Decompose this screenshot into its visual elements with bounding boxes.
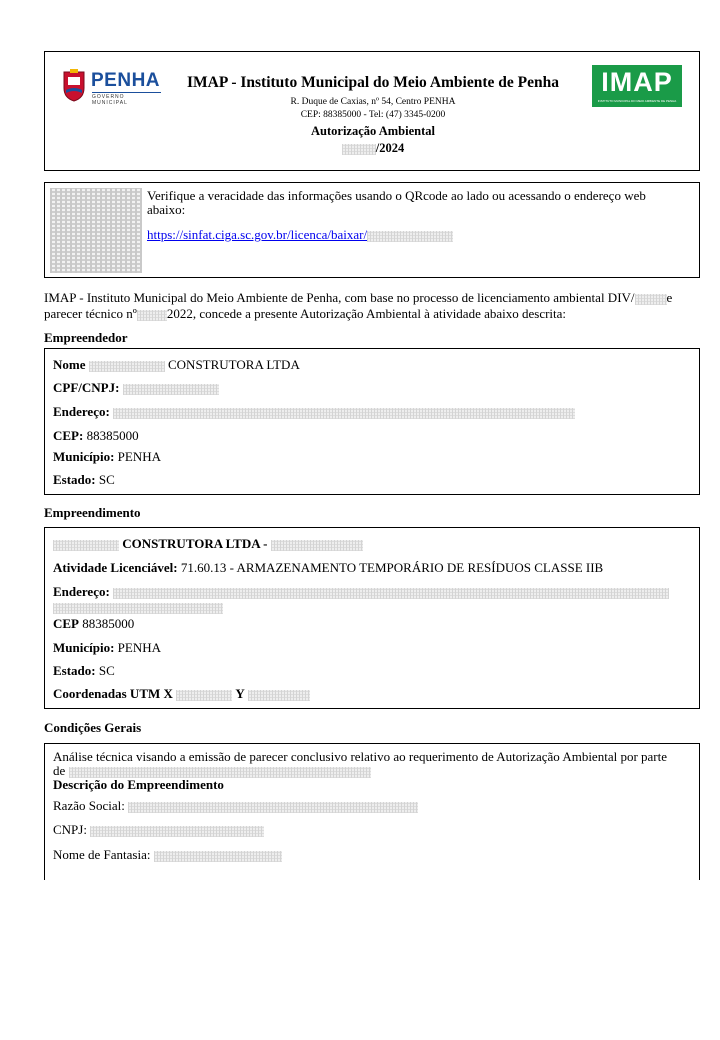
condicoes-razao-label: Razão Social: <box>53 798 125 813</box>
empreendimento-estado-label: Estado: <box>53 663 96 678</box>
empreendimento-nome-value: CONSTRUTORA LTDA - <box>122 536 268 551</box>
redacted-block <box>113 408 575 419</box>
verification-link[interactable]: https://sinfat.ciga.sc.gov.br/licenca/baixar/ <box>147 227 368 242</box>
redacted-block <box>342 144 376 155</box>
empreendedor-nome-value: CONSTRUTORA LTDA <box>168 357 300 372</box>
imap-logo-text: IMAP <box>601 67 673 97</box>
empreendedor-box <box>44 348 700 495</box>
empreendimento-municipio-row <box>53 640 161 656</box>
imap-logo <box>592 65 682 107</box>
redacted-block <box>89 361 165 372</box>
empreendedor-cep-label: CEP: <box>53 428 84 443</box>
empreendedor-endereco-label: Endereço: <box>53 404 110 419</box>
redacted-block <box>123 384 219 395</box>
redacted-block <box>128 802 418 813</box>
empreendedor-municipio-label: Município: <box>53 449 115 464</box>
empreendimento-cep-row <box>53 616 134 632</box>
empreendedor-cep-row <box>53 428 139 444</box>
verification-link-row <box>147 227 453 243</box>
condicoes-line2-prefix: de <box>53 763 66 778</box>
redacted-block <box>367 231 453 242</box>
verification-box <box>44 182 700 278</box>
header-box <box>44 51 700 171</box>
empreendedor-nome-label: Nome <box>53 357 86 372</box>
empreendedor-estado-row <box>53 472 115 488</box>
empreendedor-estado-label: Estado: <box>53 472 96 487</box>
imap-logo-subtext: INSTITUTO MUNICIPAL DO MEIO AMBIENTE DE PENHA <box>597 99 677 103</box>
empreendimento-cep-label: CEP <box>53 616 79 631</box>
institute-address: R. Duque de Caxias, nº 54, Centro PENHA <box>290 97 456 107</box>
document-number <box>45 141 701 156</box>
empreendimento-endereco-label: Endereço: <box>53 584 110 599</box>
condicoes-fantasia-row <box>53 847 282 863</box>
redacted-block <box>635 294 667 305</box>
redacted-block <box>176 690 232 701</box>
empreendedor-municipio-value: PENHA <box>117 449 161 464</box>
empreendedor-municipio-row <box>53 449 161 465</box>
redacted-block <box>53 540 119 551</box>
empreendimento-endereco-row <box>53 584 669 600</box>
empreendedor-cep-value: 88385000 <box>86 428 139 443</box>
intro-line2: parecer técnico nº <box>44 306 137 321</box>
condicoes-line2 <box>53 764 371 778</box>
empreendedor-estado-value: SC <box>98 472 115 487</box>
empreendimento-coord-row <box>53 686 310 702</box>
condicoes-razao-row <box>53 798 418 814</box>
verification-text: Verifique a veracidade das informações usando o QRcode ao lado ou acessando o endereço web abaixo: <box>147 188 646 217</box>
empreendimento-estado-value: SC <box>98 663 115 678</box>
redacted-block <box>113 588 669 599</box>
empreendimento-box <box>44 527 700 709</box>
qr-code <box>50 188 142 273</box>
penha-logo-subtext: GOVERNO MUNICIPAL <box>92 92 161 106</box>
intro-line1-end: e <box>666 290 673 305</box>
redacted-block <box>69 767 371 778</box>
redacted-block <box>271 540 363 551</box>
empreendimento-municipio-value: PENHA <box>117 640 161 655</box>
empreendedor-cpf-row <box>53 380 219 396</box>
empreendimento-coord-label: Coordenadas UTM X <box>53 686 173 701</box>
condicoes-box <box>44 743 700 880</box>
institute-contact: CEP: 88385000 - Tel: (47) 3345-0200 <box>300 110 446 120</box>
penha-logo-text: PENHA <box>91 70 161 91</box>
redacted-block <box>248 690 310 701</box>
empreendimento-cep-value: 88385000 <box>82 616 135 631</box>
section-condicoes-heading: Condições Gerais <box>44 720 142 735</box>
empreendedor-nome-row <box>53 357 300 373</box>
empreendimento-estado-row <box>53 663 115 679</box>
empreendimento-nome-row <box>53 536 363 552</box>
redacted-block <box>154 851 282 862</box>
intro-line2-end: 2022, concede a presente Autorização Ambiental à atividade abaixo descrita: <box>166 306 567 321</box>
institute-title: IMAP - Instituto Municipal do Meio Ambiente de Penha <box>186 74 559 91</box>
condicoes-desc-heading: Descrição do Empreendimento <box>53 777 224 792</box>
condicoes-line1: Análise técnica visando a emissão de parecer conclusivo relativo ao requerimento de Autorização Ambiental por parte <box>53 749 668 764</box>
redacted-block <box>137 310 167 321</box>
redacted-block <box>90 826 264 837</box>
empreendimento-atividade-value: 71.60.13 - ARMAZENAMENTO TEMPORÁRIO DE RESÍDUOS CLASSE IIB <box>180 560 604 575</box>
empreendedor-endereco-row <box>53 404 575 420</box>
empreendedor-cpf-label: CPF/CNPJ: <box>53 380 120 395</box>
section-empreendedor-heading: Empreendedor <box>44 330 128 345</box>
intro-paragraph <box>44 290 704 322</box>
empreendimento-coord-y-label: Y <box>235 686 245 701</box>
empreendimento-atividade-row <box>53 560 603 576</box>
condicoes-cnpj-label: CNPJ: <box>53 822 87 837</box>
intro-line1: IMAP - Instituto Municipal do Meio Ambiente de Penha, com base no processo de licenciamento ambiental DIV/ <box>44 290 635 305</box>
empreendimento-municipio-label: Município: <box>53 640 115 655</box>
document-type: Autorização Ambiental <box>311 124 435 138</box>
redacted-block <box>53 603 223 614</box>
condicoes-cnpj-row <box>53 822 264 838</box>
section-empreendimento-heading: Empreendimento <box>44 505 141 520</box>
document-number-year: /2024 <box>375 141 405 155</box>
empreendimento-atividade-label: Atividade Licenciável: <box>53 560 178 575</box>
condicoes-fantasia-label: Nome de Fantasia: <box>53 847 151 862</box>
empreendimento-endereco-cont <box>53 599 223 615</box>
